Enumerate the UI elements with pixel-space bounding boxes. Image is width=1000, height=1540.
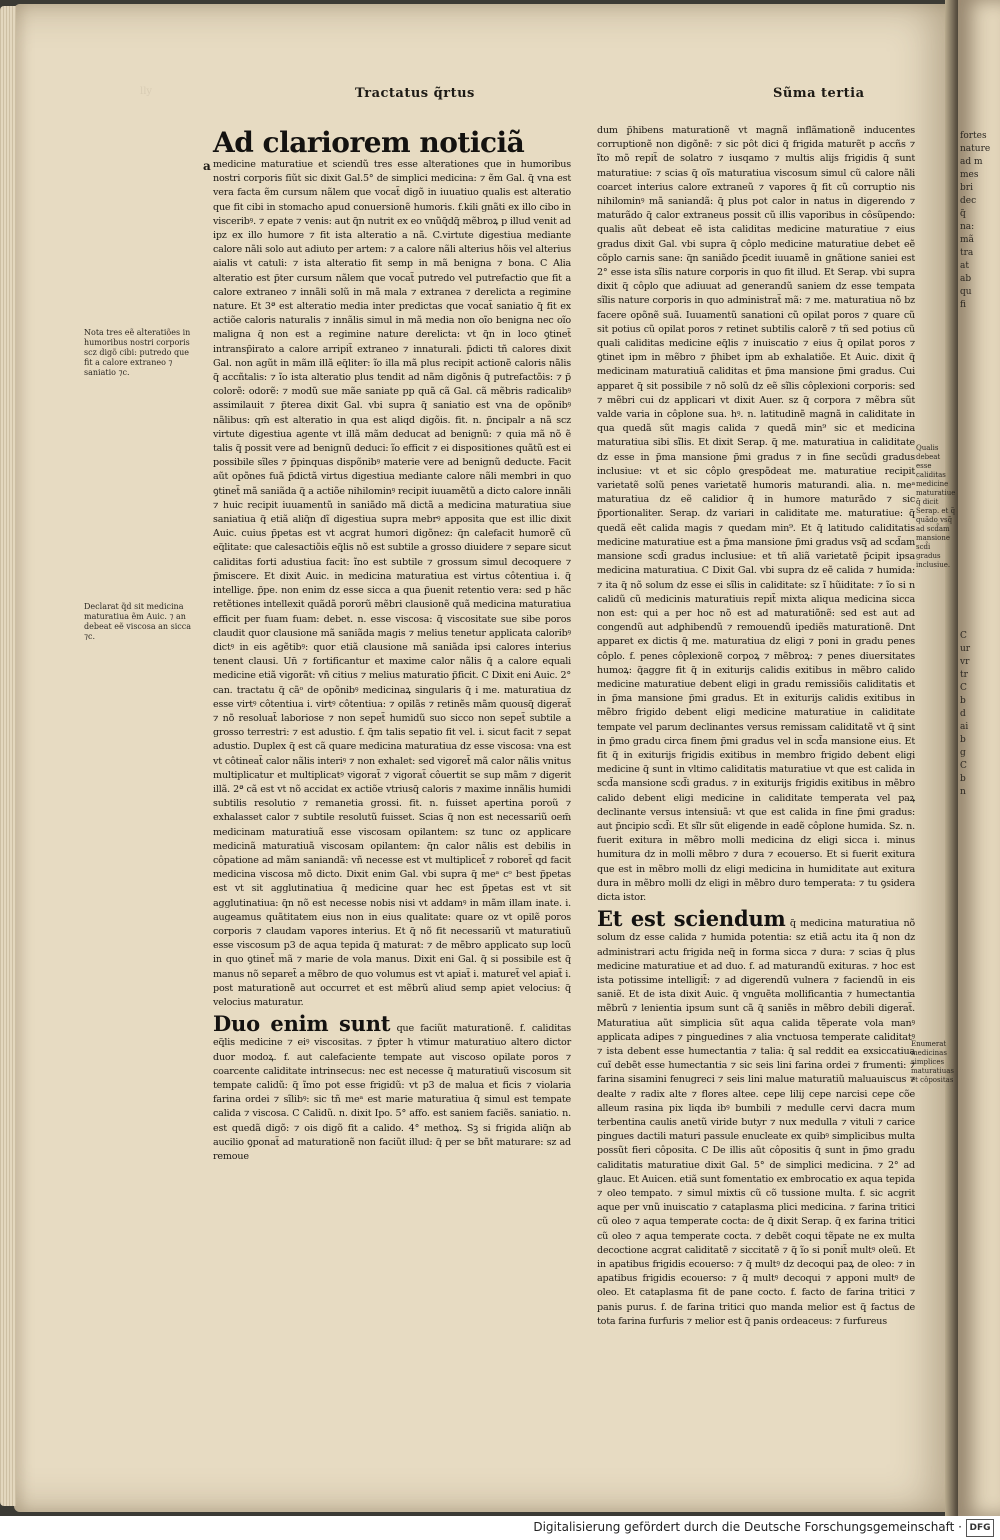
right-column-text-2: q̃ medicina maturatiua nõ solum dz esse calida ⁊ humida potentia: sz etiã actu ita q̃ non dz administrari actu frigida neq̃ in forma sicca ⁊ dura: ⁊ scias q̃ plus medicine maturatiue et ad duo. f. ad maturandũ exituras. ⁊ hoc est ista potissime intelligit̃: ⁊ ad digerendũ vulnera ⁊ faciendũ in eis saniẽ. Et de ista dixit Auic. q̃ vnguẽta mollificantia ⁊ humectantia mẽbrũ ⁊ lenientia ipsum sunt cã q̃ saniẽs in mẽbro debili digerat̃. Maturatiua aũt simplicia sũt aqua calida tẽperate vola manꝰ applicata adipes ⁊ pinguedines ⁊ alia vnctuosa temperate caliditatꝰ ⁊ ista debent esse humectantia ⁊ talia: q̃ sal reddit ea exsiccatiua cuĩ debẽt esse humectantia ⁊ sic seis lini farina ordei ⁊ frumenti: ⁊ farina sisamini fenugreci ⁊ seis lini malue maturatiũ maluauiscus ⁊ dealte ⁊ radix alte ⁊ flores altee. cepe lilij cepe narcisi cepe cõe alleum rasina pix liqda ibꝰ bumbili ⁊ medulle cervi dacra mum terbentina caulis anetũ viride butyr ⁊ nux medulla ⁊ vituli ⁊ carice pingues dactili maturi passule enucleate ex quibꝰ simplicibus multa possũt fieri côposita. C De illis aũt côpositis q̃ sunt in p̃mo gradu caliditatis maturatiue dixit Gal. 5° de simplici medicina. ⁊ 2° ad glauc. Et Auicen. etiã sunt fomentatio ex embrocatio ex aqua tepida ⁊ oleo tempato. ⁊ simul mixtis cũ cõ tussione multa. f. sic acgrit aque per vnũ inuiscatio ⁊ cataplasma plici medicina. ⁊ farina tritici cũ oleo ⁊ aqua temperate cocta: de q̃ dixit Serap. q̃ ex farina tritici cũ oleo ⁊ aqua temperate cocta. ⁊ debẽt coqui tẽpate ne ex multa decoctione acgrat caliditatẽ ⁊ siccitatẽ ⁊ q̃ ĩo si ponit̃ multꝰ oleũ. Et in apatibus frigidis ecouerso: ⁊ q̃ multꝰ dz decoqui paꝝ de oleo: ⁊ in apatibus frigidis ecouerso: ⁊ q̃ multꝰ decoqui ⁊ apponi multꝰ de oleo. Et cataplasma fit de pane cocto. f. facto de farina tritici ⁊ panis purus. f. de farina tritici quo manda melior est q̃ factus de tota farina furfuris ⁊ melior est q̃ panis ordeaceus: ⁊ furfureus	[597, 918, 915, 1327]
fragment: tr	[960, 670, 968, 680]
fragment: dec	[960, 196, 977, 206]
fragment: n	[960, 787, 966, 797]
right-column-text: dum p̃hibens maturationẽ vt magnã inflãmationẽ inducentes corruptionẽ non digõnẽ: ⁊ sic pôt dici q̃ frigida maturẽt p accñs ⁊ ĩto mõ repit̃ de solatro ⁊ iusqamo ⁊ multis alijs frigidis q̃ sunt maturatiue: ⁊ scias q̃ oĩs maturatiua viscosum simul cũ calore nãli coarcet interius calore extraneũ ⁊ vapores q̃ fit cũ corruptio nis nihilominꝰ mã saniandã: q̃ plus pot calor in natus in digerendo ⁊ maturãdo q̃ calor extraneus possit cũ illis vaporibus in côsũpendo: qualis aũt debeat eẽ ista caliditas medicine maturatiue ⁊ eius gradus dixit Gal. vbi supra q̃ côplo medicine maturatiue debet eẽ cõplo carnis sane: q̃n saniãdo p̃cedit iuuamẽ in gnãtione saniei est 2° esse ista sĩlis nature corporis in quo fit illud. Et Serap. vbi supra dixit q̃ côplo que adiuuat ad generandũ saniem dz esse tempata sĩlis nature corporis in quo administrat̃ mã: ⁊ me. maturatiua nõ bz facere opõnẽ suã. Iuuamentũ sanationi cũ opilat poros ⁊ quare cũ sit potius cũ opilat poros ⁊ retinet subtilis calorẽ ⁊ tñ sed potius cũ quali caliditas medicine eq̃lis ⁊ inuiscatio ⁊ eius q̃ opilat poros ⁊ ꝯtinet ipm in mẽbro ⁊ p̃hibet ipm ab exhalatiõe. Et Auic. dixit q̃ medicinam maturatiuã caliditas et p̃ma mansione p̃mi gradus. Cui apparet q̃ sit possibile ⁊ nõ solũ dz eẽ sĩlis côplexioni corporis: sed ⁊ mẽbri cui dz applicari vt dixit Auer. sz q̃ corpora ⁊ mẽbra sũt valde varia in côplone sua. hꝰ. n. latitudinẽ magnã in caliditate in qua quedã sũt magis calida ⁊ quedã min⁹ sic et medicina maturatiua sibi sĩlis. Et dixit Serap. q̃ me. maturatiua in caliditate dz esse in p̃ma mansione p̃mi gradus ⁊ in fine secũdi gradus inclusiue: vt et sic côplo ꝯrespõdeat me. maturatiue recipit varietatẽ solũ penes varietatẽ humoris maturandi. alia. n. meᵃ maturatiua dz eẽ calidior q̃ in humore maturãdo ⁊ sic p̃portionaliter. Serap. dz variari in caliditate me. maturatiue: q̃ quedã eẽt calida magis ⁊ quedam min⁹. Et q̃ latitudo caliditatis medicine maturatiue est a p̃ma mansione p̃mi gradus vsq̃ ad scd̃am mansione scd̃i gradus inclusiue: et tñ aliã varietatẽ p̃cipit ipsa medicina maturatiua. C Dixit Gal. vbi supra dz eẽ calida ⁊ humida: ⁊ ita q̃ nõ solum dz esse ei sĩlis in caliditate: sz ĩ hũiditate: ⁊ ĩo si n calidũ cũ medicinis maturatiuis repit̃ mixta aliqua medicina sicca non est: qui a per hoc nõ est ad maturatiõnẽ: sed est aut ad congendũ aut adꝑhibendũ ⁊ remouendũ ipediẽs maturationẽ. Dnt apparet ex dictis q̃ me. maturatiua dz eligi ⁊ poni in gradu penes côplo. f. penes côplexionẽ corpoꝝ ⁊ mẽbroꝝ: ⁊ penes diuersitates humoꝝ: q̃aggre fit q̃ in exiturijs calidis exitibus in mẽbro calido medicine maturatiue debent eligi in gradu remissiõis caliditatis et in p̃ma mansione p̃mi gradus. Et in exiturijs calidis exitibus in mẽbro frigido debent eligi medicine maturatiue in caliditate tempate vel parum declinantes versus remissam caliditatẽ vt q̃ sint in p̃mo gradu circa finem p̃mi gradus vel in scd̃a mansione eius. Et fit q̃ in exiturijs frigidis exitibus in membro frigido debent eligi medicine q̃ sunt in vltimo caliditatis maturatiue vt que est calida in scd̃a mansione scd̃i gradus. ⁊ in exiturijs frigidis exitibus in mẽbro calido debent eligi medicine in caliditate temperata vel paꝝ declinante versus intensiuã: vt que est calida in fine p̃mi gradus: aut p̃ncipio scd̃i. Et sĩlr sũt eligende in eadẽ côplone humida. Sz. n. fuerit exitura in mẽbro molli medicina dz eligi sicca i. minus humitura dz in molli mẽbro ⁊ dura ⁊ ecouerso. Et si fuerit exitura que est in mẽbro molli dz eligi medicina in humiditate aut exitura dura in mẽbro molli dz eligi in mẽbro duro temperata: ⁊ tu ꝯsidera dicta istor.	[597, 125, 915, 903]
fragment: nature	[960, 144, 991, 154]
fragment: na:	[960, 222, 975, 232]
running-head-right: Sũma tertia	[773, 86, 865, 101]
margin-note-definition: Declarat q̃d sit medicina maturatiua ẽm Auic. ⁊ an debeat eẽ viscosa an sicca ⁊c.	[84, 602, 192, 641]
left-column-text-2: que faciũt maturationẽ. f. caliditas eq̃lis medicine ⁊ eiꝰ viscositas. ⁊ p̃pter h vtimur maturatiuo altero dictor duor modoꝝ. f. aut calefaciente tempate aut viscoso opilate poros ⁊ coarcente caliditate intrinsecus: nec est necesse q̃ maturatiuũ viscosum sit tempate calidũ: q̃ ĩmo pot esse frigidũ: vt p3 de malua et ficis ⁊ violaria farina ordei ⁊ sĩlibꝰ: sic tñ meᵃ est marie maturatiua q̃ simul est tempate calida ⁊ viscosa. C Calidũ. n. dixit Ipo. 5° affo. est saniem faciẽs. saniatio. n. est quedã digõ: ⁊ ois digõ fit a calido. 4° methoꝝ. Sꝫ si frigida aliq̃n ab aucilio ꝯponat̃ ad maturationẽ non faciũt illud: q̃ per se bñt maturare: sz ad remoue	[213, 1023, 571, 1163]
fragment: C	[960, 631, 967, 641]
fragment: bri	[960, 183, 973, 193]
fragment: ur	[960, 644, 971, 654]
fragment: tra	[960, 248, 974, 258]
page-edges	[0, 6, 16, 1506]
right-text-column	[597, 124, 915, 1327]
right-page-fragments	[960, 130, 1000, 312]
fragment: fortes	[960, 131, 987, 141]
fragment: mes	[960, 170, 979, 180]
fragment: C	[960, 761, 967, 771]
fragment: ad m	[960, 157, 983, 167]
fragment: b	[960, 774, 966, 784]
fragment: ai	[960, 722, 969, 732]
chapter-heading: Ad clariorem noticiã	[213, 126, 525, 159]
fragment: b	[960, 735, 966, 745]
fragment: d	[960, 709, 966, 719]
section-subheading-right: Et est sciendum	[597, 906, 786, 932]
fragment: ab	[960, 274, 972, 284]
section-marker: a	[203, 159, 211, 173]
fragment: at	[960, 261, 969, 271]
fragment: fi	[960, 300, 967, 310]
fragment: qu	[960, 287, 972, 297]
fragment: mã	[960, 235, 974, 245]
left-column-text: medicine maturatiue et sciendũ tres esse alterationes que in humoribus nostri corporis fiũt sic dixit Gal.5° de simplici medicina: ⁊ ẽm Gal. q̃ vna est vera facta ẽm cursum nãlem que vocat̃ digõ in iuuatiuo qualis est alteratio que fit cibi in stomacho apud conuersionẽ humoris. f.kili gnãti ex illo cibo in visceribꝰ. ⁊ epate ⁊ venis: aut q̃n nutrit ex eo vnũq̃dq̃ mẽbroꝝ p illud venit ad ipz ex illo humore ⁊ fit ista alteratio a nã. C.virtute digestiua mediante calore nãli solo aut adiuto per artem: ⁊ a calore nãli alterius hõis vel alterius aialis vt catuli: ⁊ ista alteratio fit semp in mã benigna ⁊ bona. C Alia alteratio est p̃ter cursum nãlem que vocat̃ putredo vel putrefactio que fit a calore extraneo ⁊ innãli solũ in mã mala ⁊ extranea ⁊ derelicta a regimine nature. Et 3ª est alteratio media inter predictas que vocat̃ saniatio q̃ fit ex actiõe caloris naturalis ⁊ innãlis simul in mã media non oĩo benigna nec oĩo maligna q̃ non est a regimine nature derelicta: vt q̃n in loco ꝯtinet̃ intransp̃irato a calore arripit̃ extraneo ⁊ innaturali. p̃dicti tñ calores dixit Gal. non agũt in mãm illã eq̃liter: ĩo illa mã plus recipit actionẽ caloris nãlis q̃ accñtalis: ⁊ ĩo ista alteratio plus tendit ad nãm digõnis q̃ putrefactõis: ⁊ p̃ colorẽ: odorẽ: ⁊ modũ sue mãe saniate pp quã cã Gal. cã mẽbris radicalibꝰ assimilauit ⁊ p̃terea dixit Gal. vbi supra q̃ saniatio est vna de opõnibꝰ nãlibus: qm̃ est alteratio in qua est aliqd digõis. fit. n. p̃ncipalr a nã scz virtute digestiua agente vt illã mãm deducat ad benignũ: ⁊ quia mã nõ ẽ talis q̃ possit vere ad benignũ deduci: ĩo efficit ⁊ ei dispositiones quãtũ est ei possibile sĩles ⁊ p̃pinquas dispõnibꝰ materie vere ad benignũ deducte. Facit aũt opõnes fuã p̃dictã virtus digestiua mediante calore nãli membri in quo ꝯtinet̃ mã saniãda q̃ a actiõe nihilominꝰ recipit iuuamẽtũ a dicto calore innãli ⁊ huic recipit iuuamentũ in saniãdo mã dictã a medicina maturatiua siue saniatiua q̃ etiã aliq̃n dĩ digestiua supra mebrꝰ apposita que est illic dixit Auic. cuius p̃petas est vt acgrat humori digõnez: q̃n calefacit humorẽ cũ eq̃litate: que calesactiõis eq̃lis nõ est subtile a grosso diuidere ⁊ separe sicut caliditas forti adustiua facit: ĩno est subtile ⁊ grossum simul decoquere ⁊ p̃miscere. Et dixit Auic. in medicina maturatiua est virtus côtentiua i. q̃ intellige. p̃pe. non enim dz esse sicca a qua p̃uenit retentio vera: sed p hãc retẽtiones intellexit quãdã pororũ mẽbri clausionẽ quã medicina maturatiua efficit per fuam fuam: debet. n. esse viscosa: q̃ viscositate sue sibe poros claudit quor clausione mã saniãda magis ⁊ melius tenetur applicata caloribꝰ dictꝰ in eis agẽtibꝰ: quor etiã clausione mã saniãda ipsi calores interius tenent clausi. Un̄ ⁊ fortificantur et maxime calor nãlis q̃ a calore equali medicine etiã vigorãt: vñ citius ⁊ melius maturatio p̃ficit. C Dixit eni Auic. 2° can. tractatu q̃ cãᵒ de opõnibꝰ medicinaꝝ singularis q̃ i me. maturatiua dz esse virtꝰ côtentiua i. virtꝰ côtentiua: ⁊ opilãs ⁊ retinẽs mãm quousq̃ digerat̃ ⁊ nõ resoluat̃ laboriose ⁊ non sepet̃ humidũ suo sicco non sepet̃ subtile a grosso terrestri: ⁊ est adustio. f. q̃m talis sepatio fit vel. i. sicut facit ⁊ sepat adustio. Duplex q̃ est cã quare medicina maturatiua dz esse viscosa: vna est vt côtineat̃ calor nãlis interiꝰ ⁊ non exhalet: sed vigoret̃ mã calor nãlis vnitus multiplicatur et multiplicatꝰ vigorat̃ ⁊ vigorat̃ côuertit se sup mãm ⁊ digerit illã. 2ª cã est vt nõ accidat ex actiõe vtriusq̃ caloris ⁊ maxime innãlis humidi subtilis resolutio ⁊ remanetia grossi. fit. n. fuisset apertina poroũ ⁊ exhalasset calor ⁊ subtile resolutũ fuisset. Scias q̃ non est necessariũ oem̃ medicinam maturatiuã esse viscosam opilantem: sz tunc oz applicare medicinã maturatiuã viscosam opilantem: q̃n calor nãlis est debilis in côpatione ad mãm saniandã: vñ necesse est vt multiplicet̃ ⁊ roboret̃ qd facit medicina viscosa mõ dicto. Dixit enim Gal. vbi supra q̃ meᵃ cᵒ best p̃petas est vt sit agglutinatiua q̃ medicine quar hec est p̃petas est vt sit agglutinatiua: q̃n nõ est necesse nobis nisi vt addamꝰ in mãm illam inate. i. augeamus quãtitatem eius non in eius qualitate: quare oz vt opilẽ poros corporis ⁊ claudam vapores interius. Et q̃ nõ fit necessariũ vt maturatiuũ esse viscosum p3 de aqua tepida q̃ maturat: ⁊ de mẽbro applicato sup locũ in quo ꝯtinet̃ mã ⁊ marie de vola manus. Dixit eni Gal. q̃ si possibile est q̃ manus nõ separet̃ a mẽbro de quo volumus est vt apiat̃ i. maturet̃ vel apiat̃ i. post maturationẽ aut occurret et est mẽbrũ aliud semp apiet velocius: q̃ velocius maturatur.	[213, 159, 571, 1008]
dfg-logo: DFG	[966, 1519, 994, 1537]
fragment: vr	[960, 657, 970, 667]
fragment: g	[960, 748, 966, 758]
margin-note-alterations: Nota tres eẽ alteratiões in humoribus nostri corporis scz digõ cibi: putredo que fit a calore extraneo ⁊ saniatio ⁊c.	[84, 328, 191, 377]
left-text-column	[213, 128, 571, 1308]
running-head-left: Tractatus q̃rtus	[355, 86, 475, 101]
fragment: b	[960, 696, 966, 706]
right-page-fragments-2	[960, 630, 1000, 799]
funding-credit: Digitalisierung gefördert durch die Deutsche Forschungsgemeinschaft ·	[533, 1520, 962, 1534]
digitization-footer	[0, 1516, 1000, 1540]
fragment: q̃	[960, 209, 966, 219]
margin-note-caliditas: Qualis debeat esse caliditas medicine maturatiue q̃ dicit Serap. et q̃ quãdo vsq̃ ad scd̃am mansione scd̃i gradus inclusiue.	[916, 444, 956, 569]
fragment: C	[960, 683, 967, 693]
section-subheading-left: Duo enim sunt	[213, 1011, 391, 1037]
margin-note-enumeration: Enumerat medicinas simplices maturatiuas et côpositas	[911, 1040, 954, 1084]
bleed-through-text: lly	[140, 86, 153, 97]
